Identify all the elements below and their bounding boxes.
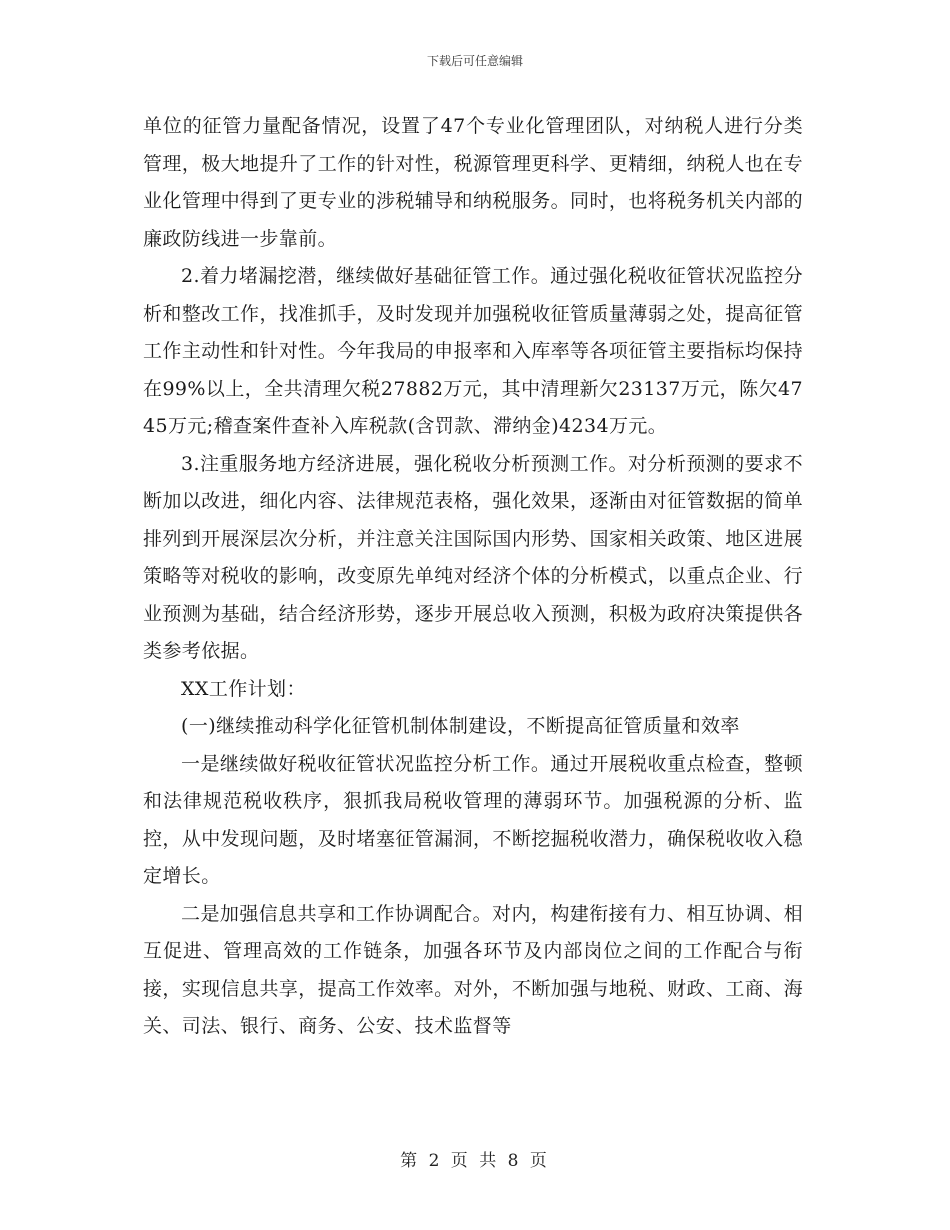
page-header: 下载后可任意编辑 <box>426 54 523 68</box>
subheading-1: (一)继续推动科学化征管机制体制建设，不断提高征管质量和效率 <box>181 715 740 737</box>
paragraph-1: 单位的征管力量配备情况，设置了47个专业化管理团队，对纳税人进行分类管理，极大地提升了工作的针对性，税源管理更科学、更精细，纳税人也在专业化管理中得到了更专业的涉税辅导和纳税服务。同时，也将税务机关内部的廉政防线进一步靠前。 <box>143 115 803 250</box>
paragraph-5: 二是加强信息共享和工作协调配合。对内，构建衔接有力、相互协调、相互促进、管理高效的工作链条，加强各环节及内部岗位之间的工作配合与衔接，实现信息共享，提高工作效率。对外，不断加强与地税、财政、工商、海关、司法、银行、商务、公安、技术监督等 <box>143 902 803 1037</box>
document-body <box>143 108 803 1046</box>
paragraph-3: 3.注重服务地方经济进展，强化税收分析预测工作。对分析预测的要求不断加以改进，细化内容、法律规范表格，强化效果，逐渐由对征管数据的简单排列到开展深层次分析，并注意关注国际国内形势、国家相关政策、地区进展策略等对税收的影响，改变原先单纯对经济个体的分析模式，以重点企业、行业预测为基础，结合经济形势，逐步开展总收入预测，积极为政府决策提供各类参考依据。 <box>143 452 803 662</box>
paragraph-2: 2.着力堵漏挖潜，继续做好基础征管工作。通过强化税收征管状况监控分析和整改工作，找准抓手，及时发现并加强税收征管质量薄弱之处，提高征管工作主动性和针对性。今年我局的申报率和入库率等各项征管主要指标均保持在99%以上，全共清理欠税27882万元，其中清理新欠23137万元，陈欠4745万元;稽查案件查补入库税款(含罚款、滞纳金)4234万元。 <box>143 265 803 437</box>
paragraph-4: 一是继续做好税收征管状况监控分析工作。通过开展税收重点检查，整顿和法律规范税收秩序，狠抓我局税收管理的薄弱环节。加强税源的分析、监控，从中发现问题，及时堵塞征管漏洞，不断挖掘税收潜力，确保税收收入稳定增长。 <box>143 752 803 887</box>
page-footer: 第 2 页 共 8 页 <box>400 1151 550 1171</box>
section-heading-plan: XX工作计划： <box>181 677 306 700</box>
